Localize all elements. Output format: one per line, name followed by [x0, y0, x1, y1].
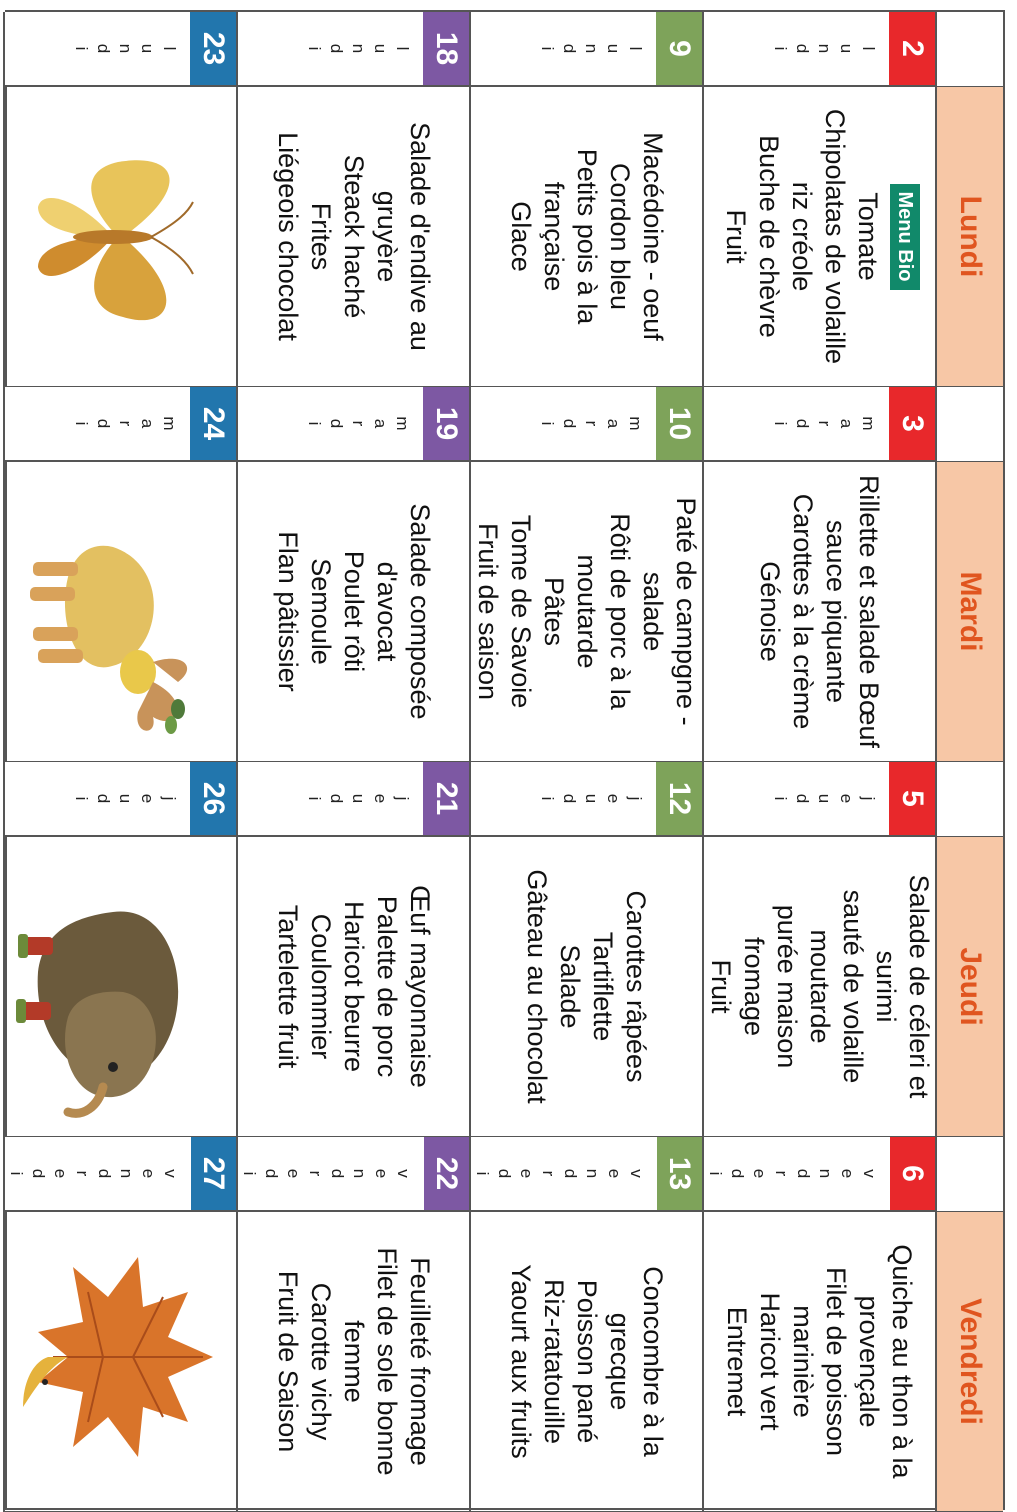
- day-letter: i: [538, 421, 557, 426]
- day-letter: d: [29, 1168, 48, 1179]
- day-letter: n: [349, 43, 368, 54]
- menu-line: fromage: [739, 936, 769, 1037]
- day-letter: e: [604, 793, 623, 804]
- day-letter: d: [561, 1168, 580, 1179]
- menu-line: marinière: [788, 1305, 819, 1418]
- menu-line: Carottes râpées: [621, 890, 652, 1083]
- menu-line: Poulet rôti: [339, 550, 369, 673]
- menu-cell: [236, 462, 469, 762]
- day-letter: a: [371, 418, 390, 429]
- menu-line: Filet de sole bonne: [372, 1247, 402, 1476]
- menu-line: Semoule: [306, 558, 336, 665]
- day-letter: v: [627, 1169, 646, 1178]
- menu-line: Entremet: [722, 1306, 753, 1417]
- day-letter: m: [626, 416, 645, 431]
- day-letter: n: [815, 43, 834, 54]
- menu-line: surimi: [871, 950, 901, 1023]
- day-letter: i: [706, 1171, 725, 1176]
- day-letter: e: [371, 793, 390, 804]
- menu-line: provençale: [854, 1295, 885, 1428]
- menu-line: Tartiflette: [588, 931, 619, 1042]
- menu-line: Feuilleté fromage: [405, 1257, 435, 1466]
- date-number: 19: [423, 387, 469, 460]
- date-cell: [236, 762, 469, 837]
- date-cell: [236, 12, 469, 87]
- menu-line: moutarde: [805, 929, 835, 1044]
- day-name-vertical: [704, 1137, 890, 1210]
- menu-line: Petits pois à la: [572, 148, 602, 325]
- date-cell: [702, 387, 935, 462]
- date-cell: [469, 387, 702, 462]
- header-spacer: [935, 1137, 1003, 1212]
- date-cell: [3, 762, 236, 837]
- menu-line: Steack haché: [339, 154, 369, 319]
- menu-line: Coulommier: [306, 913, 336, 1060]
- day-letter: d: [728, 1168, 747, 1179]
- menu-line: riz créole: [787, 181, 817, 292]
- day-letter: j: [626, 796, 645, 801]
- menu-line: salade: [638, 571, 668, 652]
- day-letter: m: [160, 416, 179, 431]
- day-letter: j: [393, 796, 412, 801]
- date-number: 13: [657, 1137, 702, 1210]
- day-name-vertical: [471, 1137, 657, 1210]
- menu-line: femme: [339, 1320, 369, 1403]
- menu-line: Salade d'endive au: [405, 122, 435, 351]
- date-cell: [702, 12, 935, 87]
- day-letter: a: [837, 418, 856, 429]
- date-number: 22: [424, 1137, 469, 1210]
- day-letter: u: [371, 43, 390, 54]
- menu-line: Palette de porc: [372, 895, 402, 1078]
- menu-cell: [469, 462, 702, 762]
- day-letter: n: [350, 1168, 369, 1179]
- menu-line: purée maison: [772, 904, 802, 1069]
- leaf-moose-illustration: [8, 467, 233, 757]
- illustration-cell: [3, 837, 236, 1137]
- day-letter: i: [72, 421, 91, 426]
- day-name-vertical: [5, 12, 190, 85]
- date-number: 6: [890, 1137, 935, 1210]
- leaf-butterfly-illustration: [8, 92, 233, 382]
- day-letter: d: [495, 1168, 514, 1179]
- day-letter: d: [560, 418, 579, 429]
- menu-line: Génoise: [755, 561, 786, 662]
- header-spacer: [935, 762, 1003, 837]
- day-letter: v: [860, 1169, 879, 1178]
- day-letter: i: [771, 46, 790, 51]
- date-number: 24: [190, 387, 236, 460]
- day-letter: r: [815, 420, 834, 427]
- menu-line: Chipolatas de volaille: [820, 108, 850, 365]
- day-name-vertical: [704, 762, 889, 835]
- date-number: 21: [423, 762, 469, 835]
- menu-line: Pâtes: [539, 576, 569, 647]
- menu-cell: [702, 1212, 935, 1512]
- menu-line: Fruit: [721, 209, 751, 264]
- day-letter: u: [138, 43, 157, 54]
- day-letter: m: [393, 416, 412, 431]
- menu-line: moutarde: [572, 554, 602, 669]
- day-letter: a: [138, 418, 157, 429]
- menu-line: sauté de volaille: [838, 889, 868, 1084]
- menu-line: gruyère: [372, 190, 402, 283]
- day-letter: r: [582, 420, 601, 427]
- day-letter: n: [117, 1168, 136, 1179]
- menu-cell: [469, 837, 702, 1137]
- menu-line: Concombre à la: [638, 1266, 668, 1457]
- menu-line: Haricot vert: [755, 1292, 786, 1431]
- date-number: 9: [656, 12, 702, 85]
- menu-sheet: [5, 10, 1005, 1510]
- day-letter: r: [349, 420, 368, 427]
- day-letter: v: [161, 1169, 180, 1178]
- header-spacer: [935, 12, 1003, 87]
- header-spacer: [935, 387, 1003, 462]
- menu-line: Tome de Savoie: [506, 514, 536, 709]
- day-letter: l: [859, 46, 878, 51]
- day-letter: u: [582, 793, 601, 804]
- day-letter: e: [750, 1168, 769, 1179]
- menu-cell: [702, 837, 935, 1137]
- day-letter: r: [306, 1170, 325, 1177]
- day-letter: d: [328, 1168, 347, 1179]
- day-name-vertical: [471, 387, 656, 460]
- day-letter: d: [327, 43, 346, 54]
- menu-line: Gâteau au chocolat: [522, 869, 553, 1104]
- day-letter: r: [772, 1170, 791, 1177]
- date-cell: [236, 1137, 469, 1212]
- day-letter: l: [393, 46, 412, 51]
- day-name-vertical: [238, 1137, 424, 1210]
- day-letter: j: [160, 796, 179, 801]
- day-letter: u: [349, 793, 368, 804]
- menu-cell: [469, 1212, 702, 1512]
- menu-line: Carottes à la crème: [788, 493, 819, 730]
- day-letter: n: [116, 43, 135, 54]
- menu-cell: [236, 837, 469, 1137]
- date-cell: [3, 387, 236, 462]
- day-letter: e: [605, 1168, 624, 1179]
- date-number: 2: [889, 12, 935, 85]
- day-letter: u: [604, 43, 623, 54]
- day-letter: i: [305, 46, 324, 51]
- day-name-vertical: [704, 12, 889, 85]
- day-letter: n: [583, 1168, 602, 1179]
- leaf-animal-illustration: [8, 842, 233, 1132]
- menu-cell: [702, 87, 935, 387]
- day-letter: n: [816, 1168, 835, 1179]
- day-header-vendredi: Vendredi: [935, 1212, 1003, 1512]
- menu-line: Fruit de saison: [473, 522, 503, 701]
- day-letter: d: [94, 418, 113, 429]
- menu-cell: [702, 462, 935, 762]
- day-letter: i: [771, 796, 790, 801]
- menu-bio-badge: Menu Bio: [890, 184, 920, 290]
- day-letter: r: [116, 420, 135, 427]
- day-letter: d: [793, 43, 812, 54]
- day-letter: i: [538, 796, 557, 801]
- menu-line: Salade composée: [405, 503, 435, 720]
- date-cell: [469, 762, 702, 837]
- day-letter: a: [604, 418, 623, 429]
- day-letter: e: [139, 1168, 158, 1179]
- menu-line: Fruit de Saison: [273, 1270, 303, 1453]
- day-letter: i: [305, 796, 324, 801]
- day-letter: r: [73, 1170, 92, 1177]
- menu-line: Haricot beurre: [339, 900, 369, 1073]
- menu-line: Buche de chèvre: [754, 135, 784, 338]
- menu-line: Macédoine - oeuf: [638, 132, 668, 341]
- day-name-vertical: [238, 762, 423, 835]
- menu-line: Flan pâtissier: [273, 531, 303, 692]
- day-letter: j: [859, 796, 878, 801]
- menu-line: Fruit: [706, 959, 736, 1014]
- menu-cell: [236, 1212, 469, 1512]
- illustration-cell: [3, 1212, 236, 1512]
- menu-line: française: [539, 181, 569, 292]
- day-letter: i: [538, 46, 557, 51]
- day-letter: u: [815, 793, 834, 804]
- day-letter: m: [859, 416, 878, 431]
- day-letter: d: [327, 793, 346, 804]
- day-header-jeudi: Jeudi: [935, 837, 1003, 1137]
- menu-line: Yaourt aux fruits: [506, 1264, 536, 1459]
- menu-line: Riz-ratatouille: [539, 1278, 569, 1445]
- day-name-vertical: [5, 762, 190, 835]
- day-header-mardi: Mardi: [935, 462, 1003, 762]
- day-name-vertical: [471, 762, 656, 835]
- day-header-lundi: Lundi: [935, 87, 1003, 387]
- menu-line: grecque: [605, 1312, 635, 1411]
- day-letter: l: [626, 46, 645, 51]
- day-letter: e: [837, 793, 856, 804]
- day-letter: v: [394, 1169, 413, 1178]
- menu-line: Salade: [555, 944, 586, 1029]
- menu-line: Glace: [506, 201, 536, 272]
- menu-line: Tomate: [853, 192, 883, 281]
- day-name-vertical: [471, 12, 656, 85]
- menu-line: sauce piquante: [821, 519, 852, 704]
- date-number: 3: [889, 387, 935, 460]
- day-letter: u: [837, 43, 856, 54]
- day-letter: r: [539, 1170, 558, 1177]
- day-letter: e: [838, 1168, 857, 1179]
- menu-line: Poisson pané: [572, 1279, 602, 1444]
- day-letter: i: [473, 1171, 492, 1176]
- menu-line: Cordon bleu: [605, 162, 635, 311]
- date-cell: [236, 387, 469, 462]
- day-letter: e: [372, 1168, 391, 1179]
- menu-line: Tartelette fruit: [273, 904, 303, 1069]
- day-letter: l: [160, 46, 179, 51]
- day-name-vertical: [238, 12, 423, 85]
- menu-cell: [236, 87, 469, 387]
- day-letter: i: [7, 1171, 26, 1176]
- day-letter: e: [51, 1168, 70, 1179]
- day-letter: u: [116, 793, 135, 804]
- day-letter: i: [72, 46, 91, 51]
- menu-line: Liégeois chocolat: [273, 132, 303, 341]
- day-name-vertical: [5, 1137, 191, 1210]
- day-letter: d: [327, 418, 346, 429]
- date-cell: [469, 1137, 702, 1212]
- day-letter: d: [560, 43, 579, 54]
- day-name-vertical: [238, 387, 423, 460]
- day-letter: e: [284, 1168, 303, 1179]
- date-number: 23: [190, 12, 236, 85]
- menu-line: Rôti de porc à la: [605, 513, 635, 710]
- date-number: 26: [190, 762, 236, 835]
- maple-leaf-hedgehog-illustration: [8, 1217, 233, 1507]
- day-letter: n: [582, 43, 601, 54]
- date-number: 10: [656, 387, 702, 460]
- day-letter: d: [262, 1168, 281, 1179]
- illustration-cell: [3, 462, 236, 762]
- date-number: 27: [191, 1137, 236, 1210]
- day-letter: d: [794, 1168, 813, 1179]
- day-letter: d: [560, 793, 579, 804]
- menu-cell: [469, 87, 702, 387]
- day-letter: i: [305, 421, 324, 426]
- menu-line: Frites: [306, 202, 336, 271]
- day-name-vertical: [5, 387, 190, 460]
- menu-line: Rillette et salade Bœuf: [854, 474, 885, 749]
- date-cell: [3, 12, 236, 87]
- menu-line: Paté de campgne -: [671, 497, 701, 726]
- menu-line: Filet de poisson: [821, 1266, 852, 1457]
- date-cell: [3, 1137, 236, 1212]
- day-letter: d: [793, 793, 812, 804]
- day-letter: i: [771, 421, 790, 426]
- day-letter: e: [138, 793, 157, 804]
- date-cell: [469, 12, 702, 87]
- day-letter: d: [793, 418, 812, 429]
- day-letter: i: [240, 1171, 259, 1176]
- menu-line: d'avocat: [372, 561, 402, 662]
- illustration-cell: [3, 87, 236, 387]
- date-number: 12: [656, 762, 702, 835]
- menu-line: Carotte vichy: [306, 1282, 336, 1441]
- day-name-vertical: [704, 387, 889, 460]
- day-letter: d: [95, 1168, 114, 1179]
- date-cell: [702, 1137, 935, 1212]
- day-letter: d: [94, 793, 113, 804]
- date-number: 5: [889, 762, 935, 835]
- date-cell: [702, 762, 935, 837]
- menu-line: Quiche au thon à la: [887, 1244, 918, 1479]
- day-letter: d: [94, 43, 113, 54]
- menu-line: Salade de céleri et: [904, 874, 934, 1099]
- date-number: 18: [423, 12, 469, 85]
- day-letter: e: [517, 1168, 536, 1179]
- menu-line: Œuf mayonnaise: [405, 885, 435, 1088]
- day-letter: i: [72, 796, 91, 801]
